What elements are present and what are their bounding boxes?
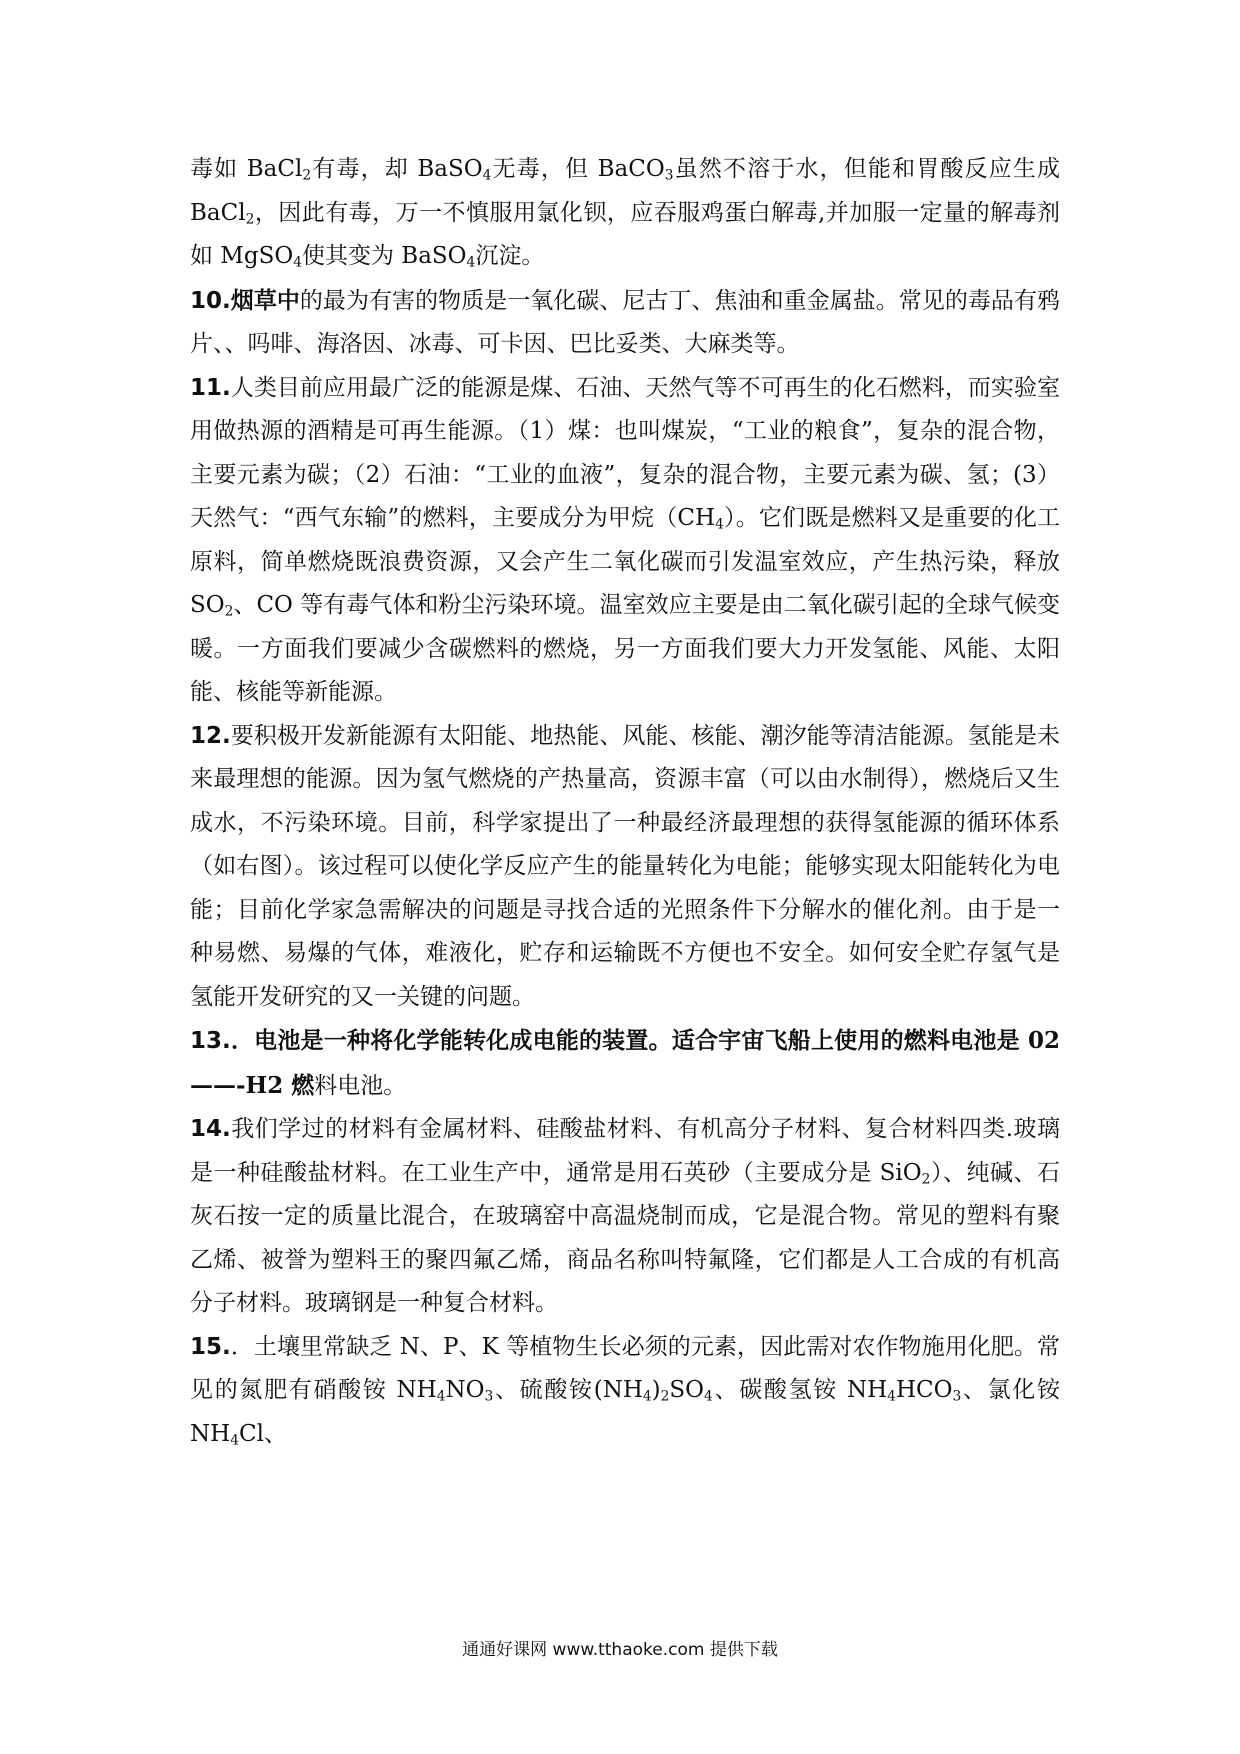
- subscript: 3: [952, 1388, 962, 1405]
- item-number: 14.: [190, 1116, 231, 1142]
- subscript: 4: [642, 1388, 652, 1405]
- document-body: [190, 148, 1060, 1456]
- subscript: 4: [704, 1388, 713, 1405]
- text-run: SO: [669, 1377, 705, 1403]
- paragraph-15: [190, 1326, 1060, 1457]
- bold-text: 烟草中: [230, 286, 300, 314]
- subscript: 3: [664, 167, 674, 184]
- subscript: 4: [436, 1388, 446, 1405]
- paragraph-intro: [190, 148, 1060, 279]
- bold-text: ．电池是一种将化学能转化成电能的装置。适合宇宙飞船上使用的燃料电池是 02——-H2 燃: [190, 1027, 1060, 1099]
- subscript: 4: [466, 254, 476, 271]
- footer-text: 通通好课网 www.tthaoke.com 提供下载: [462, 1640, 778, 1660]
- text-run: ，因此有毒，万一不慎服用氯化钡，应吞服鸡蛋白解毒,并加服一定量的解毒剂如 MgSO: [190, 199, 1060, 269]
- subscript: 4: [230, 1431, 239, 1448]
- item-number: 11.: [190, 374, 231, 401]
- text-run: 的最为有害的物质是一氧化碳、尼古丁、焦油和重金属盐。常见的毒品有鸦片、、吗啡、海洛因、冰毒、可卡因、巴比妥类、大麻类等。: [190, 287, 1061, 357]
- subscript: 2: [660, 1388, 670, 1405]
- text-run: 人类目前应用最广泛的能源是煤、石油、天然气等不可再生的化石燃料，而实验室用做热源的酒精是可再生能源。（1）煤：也叫煤炭，“工业的粮食”，复杂的混合物，主要元素为碳；（2）石油：“工业的血液”，复杂的混合物，主要元素为碳、氢；(3）天然气：“西气东输”的燃料，主要成分为甲烷（CH: [190, 374, 1060, 531]
- text-run: 虽然不溶于水，但能和胃酸反应生成 BaCl: [190, 156, 1061, 226]
- subscript: 3: [484, 1388, 494, 1405]
- text-run: 毒如 BaCl: [190, 156, 303, 182]
- text-run: NO: [445, 1377, 485, 1403]
- text-run: HCO: [895, 1377, 953, 1403]
- text-run: 、碳酸氢铵 NH: [712, 1377, 888, 1403]
- text-run: 、CO 等有毒气体和粉尘污染环境。温室效应主要是由二氧化碳引起的全球气候变暖。一方面我们要减少含碳燃料的燃烧，另一方面我们要大力开发氢能、风能、太阳能、核能等新能源。: [190, 592, 1060, 705]
- paragraph-14: [190, 1108, 1060, 1326]
- text-run: 使其变为 BaSO: [301, 243, 467, 269]
- item-number: 12.: [190, 722, 231, 749]
- page-footer: [0, 1635, 1240, 1660]
- subscript: 4: [715, 516, 724, 533]
- text-run: ）。它们既是燃料又是重要的化工原料，简单燃烧既浪费资源，又会产生二氧化碳而引发温室效应，产生热污染，释放 SO: [190, 505, 1060, 618]
- item-number: 15.: [190, 1333, 231, 1360]
- item-number: 10.: [190, 287, 231, 314]
- paragraph-13: [190, 1019, 1060, 1108]
- subscript: 2: [224, 603, 234, 620]
- subscript: 2: [921, 1170, 931, 1187]
- subscript: 4: [887, 1388, 896, 1405]
- subscript: 4: [482, 167, 492, 184]
- text-run: 要积极开发新能源有太阳能、地热能、风能、核能、潮汐能等清洁能源。氢能是未来最理想的能源。因为氢气燃烧的产热量高，资源丰富（可以由水制得），燃烧后又生成水，不污染环境。目前，科学家提出了一种最经济最理想的获得氢能源的循环体系（如右图）。该过程可以使化学反应产生的能量转化为电能；能够实现太阳能转化为电能；目前化学家急需解决的问题是寻找合适的光照条件下分解水的催化剂。由于是一种易燃、易爆的气体，难液化，贮存和运输既不方便也不安全。如何安全贮存氢气是氢能开发研究的又一关键的问题。: [190, 722, 1060, 1010]
- text-run: 、氯化铵 NH: [190, 1377, 1060, 1447]
- subscript: 2: [302, 167, 312, 184]
- subscript: 4: [293, 254, 302, 271]
- text-run: 无毒，但 BaCO: [491, 156, 665, 182]
- subscript: 2: [245, 210, 255, 227]
- text-run: 料电池。: [314, 1072, 407, 1099]
- text-run: ）、纯碱、石灰石按一定的质量比混合，在玻璃窑中高温烧制而成，它是混合物。常见的塑料有聚乙烯、被誉为塑料王的聚四氟乙烯，商品名称叫特氟隆，它们都是人工合成的有机高分子材料。玻璃钢是一种复合材料。: [190, 1159, 1061, 1316]
- text-run: ): [651, 1377, 661, 1403]
- paragraph-12: [190, 715, 1060, 1020]
- text-run: 沉淀。: [475, 243, 545, 269]
- paragraph-10: [190, 279, 1060, 367]
- paragraph-11: [190, 367, 1060, 715]
- text-run: Cl、: [238, 1420, 287, 1447]
- text-run: 有毒，却 BaSO: [311, 156, 483, 182]
- text-run: 、硫酸铵(NH: [493, 1377, 643, 1403]
- text-run: ．土壤里常缺乏 N、P、K 等植物生长必须的元素，因此需对农作物施用化肥。常见的氮肥有硝酸铵 NH: [190, 1333, 1060, 1403]
- text-run: 我们学过的材料有金属材料、硅酸盐材料、有机高分子材料、复合材料四类.玻璃是一种硅酸盐材料。在工业生产中，通常是用石英砂（主要成分是 SiO: [190, 1116, 1060, 1186]
- item-number: 13.: [190, 1028, 231, 1054]
